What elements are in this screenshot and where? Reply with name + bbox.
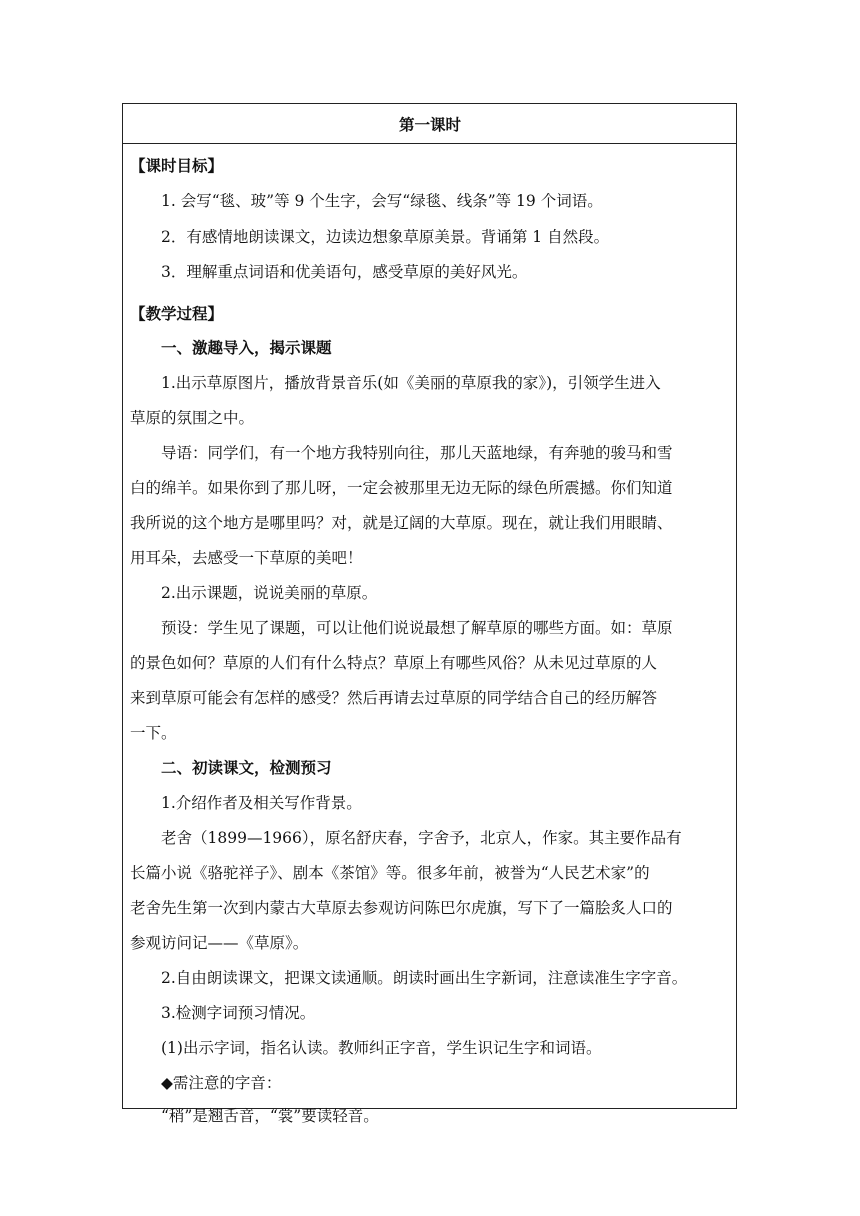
paragraph-line: 1.介绍作者及相关写作背景。: [161, 794, 362, 812]
paragraph-line: (1)出示字词，指名认读。教师纠正字音，学生识记生字和词语。: [161, 1039, 602, 1057]
section-title: 二、初读课文，检测预习: [161, 758, 332, 777]
paragraph-line: 长篇小说《骆驼祥子》、剧本《茶馆》等。很多年前，被誉为“人民艺术家”的: [130, 864, 650, 882]
paragraph-line: 3.检测字词预习情况。: [161, 1004, 316, 1022]
paragraph-line: 2.出示课题，说说美丽的草原。: [161, 584, 378, 602]
paragraph-line: 老舍先生第一次到内蒙古大草原去参观访问陈巴尔虎旗，写下了一篇脍炙人口的: [130, 899, 673, 917]
process-heading: 【教学过程】: [130, 304, 224, 323]
paragraph-line: “稍”是翘舌音，“裳”要读轻音。: [161, 1107, 379, 1125]
paragraph-line: 草原的氛围之中。: [130, 409, 255, 427]
paragraph-line: 1.出示草原图片，播放背景音乐(如《美丽的草原我的家》)，引领学生进入: [161, 374, 661, 392]
paragraph-line: 一下。: [130, 724, 177, 742]
objective-item: 3．理解重点词语和优美语句，感受草原的美好风光。: [161, 263, 528, 281]
paragraph-line: 导语：同学们，有一个地方我特别向往，那儿天蓝地绿，有奔驰的骏马和雪: [161, 444, 673, 462]
lesson-table: [122, 103, 737, 1109]
paragraph-line: 来到草原可能会有怎样的感受？然后再请去过草原的同学结合自己的经历解答: [130, 689, 658, 707]
paragraph-line: 老舍（1899—1966），原名舒庆春，字舍予，北京人，作家。其主要作品有: [161, 829, 682, 847]
objective-item: 1. 会写“毯、玻”等 9 个生字，会写“绿毯、线条”等 19 个词语。: [161, 192, 603, 210]
paragraph-line: 参观访问记——《草原》。: [130, 934, 309, 952]
paragraph-line: 我所说的这个地方是哪里吗？对，就是辽阔的大草原。现在，就让我们用眼睛、: [130, 514, 673, 532]
paragraph-line: 预设：学生见了课题，可以让他们说说最想了解草原的哪些方面。如：草原: [161, 619, 673, 637]
lesson-title: 第一课时: [398, 115, 461, 134]
objective-item: 2．有感情地朗读课文，边读边想象草原美景。背诵第 1 自然段。: [161, 228, 610, 246]
section-title: 一、激趣导入，揭示课题: [161, 338, 332, 357]
paragraph-line: 白的绵羊。如果你到了那儿呀，一定会被那里无边无际的绿色所震撼。你们知道: [130, 479, 673, 497]
paragraph-line: 2.自由朗读课文，把课文读通顺。朗读时画出生字新词，注意读准生字字音。: [161, 969, 688, 987]
paragraph-line: 用耳朵，去感受一下草原的美吧！: [130, 549, 363, 567]
table-divider: [123, 143, 736, 144]
paragraph-line: 的景色如何？草原的人们有什么特点？草原上有哪些风俗？从未见过草原的人: [130, 654, 658, 672]
paragraph-line: ◆需注意的字音：: [161, 1074, 282, 1092]
objectives-heading: 【课时目标】: [130, 156, 224, 175]
